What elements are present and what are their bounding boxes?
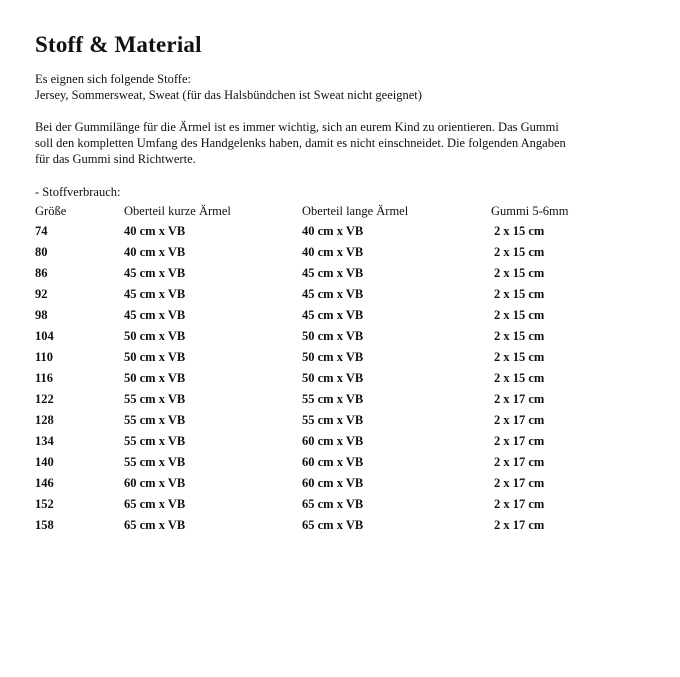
cell-size: 158	[35, 518, 54, 532]
cell-elastic: 2 x 15 cm	[494, 287, 545, 301]
table-header-row	[35, 202, 611, 221]
cell-size: 146	[35, 476, 54, 490]
cell-long-sleeve: 50 cm x VB	[302, 329, 364, 343]
fabric-usage-table	[35, 202, 611, 536]
table-row	[35, 410, 611, 431]
elastic-note-line: Bei der Gummilänge für die Ärmel ist es immer wichtig, sich an eurem Kind zu orientieren. Das Gummi	[35, 120, 559, 134]
cell-short-sleeve: 50 cm x VB	[124, 371, 186, 385]
cell-elastic: 2 x 17 cm	[494, 392, 545, 406]
cell-elastic: 2 x 15 cm	[494, 245, 545, 259]
page-title: Stoff & Material	[35, 32, 202, 57]
fabric-usage-label: - Stoffverbrauch:	[35, 185, 121, 199]
table-body	[35, 221, 611, 536]
fabric-intro	[35, 71, 655, 103]
fabric-intro-line: Es eignen sich folgende Stoffe:	[35, 72, 191, 86]
cell-elastic: 2 x 17 cm	[494, 434, 545, 448]
cell-long-sleeve: 45 cm x VB	[302, 287, 364, 301]
cell-short-sleeve: 45 cm x VB	[124, 266, 186, 280]
table-row	[35, 242, 611, 263]
cell-long-sleeve: 40 cm x VB	[302, 245, 364, 259]
cell-short-sleeve: 65 cm x VB	[124, 518, 186, 532]
cell-size: 152	[35, 497, 54, 511]
cell-long-sleeve: 50 cm x VB	[302, 371, 364, 385]
elastic-note-line: soll den kompletten Umfang des Handgelenks haben, damit es nicht einschneidet. Die folgenden Angaben	[35, 136, 566, 150]
cell-long-sleeve: 65 cm x VB	[302, 497, 364, 511]
cell-short-sleeve: 55 cm x VB	[124, 392, 186, 406]
cell-short-sleeve: 55 cm x VB	[124, 434, 186, 448]
cell-size: 140	[35, 455, 54, 469]
cell-long-sleeve: 60 cm x VB	[302, 476, 364, 490]
cell-short-sleeve: 40 cm x VB	[124, 245, 186, 259]
table-row	[35, 326, 611, 347]
cell-size: 134	[35, 434, 54, 448]
document-page	[35, 30, 655, 536]
cell-size: 74	[35, 224, 48, 238]
cell-size: 128	[35, 413, 54, 427]
cell-size: 80	[35, 245, 48, 259]
cell-short-sleeve: 55 cm x VB	[124, 455, 186, 469]
cell-short-sleeve: 45 cm x VB	[124, 308, 186, 322]
table-row	[35, 305, 611, 326]
elastic-note	[35, 119, 655, 167]
cell-size: 86	[35, 266, 48, 280]
table-row	[35, 473, 611, 494]
cell-short-sleeve: 45 cm x VB	[124, 287, 186, 301]
cell-elastic: 2 x 15 cm	[494, 350, 545, 364]
cell-size: 92	[35, 287, 48, 301]
cell-elastic: 2 x 15 cm	[494, 224, 545, 238]
cell-size: 116	[35, 371, 54, 385]
cell-long-sleeve: 50 cm x VB	[302, 350, 364, 364]
cell-elastic: 2 x 17 cm	[494, 455, 545, 469]
cell-short-sleeve: 40 cm x VB	[124, 224, 186, 238]
cell-long-sleeve: 60 cm x VB	[302, 455, 364, 469]
table-row	[35, 347, 611, 368]
cell-elastic: 2 x 17 cm	[494, 476, 545, 490]
cell-size: 122	[35, 392, 54, 406]
fabric-list-line: Jersey, Sommersweat, Sweat (für das Halsbündchen ist Sweat nicht geeignet)	[35, 88, 422, 102]
table-row	[35, 221, 611, 242]
cell-long-sleeve: 45 cm x VB	[302, 266, 364, 280]
cell-long-sleeve: 65 cm x VB	[302, 518, 364, 532]
cell-elastic: 2 x 17 cm	[494, 413, 545, 427]
cell-elastic: 2 x 15 cm	[494, 371, 545, 385]
cell-size: 110	[35, 350, 54, 364]
cell-elastic: 2 x 17 cm	[494, 518, 545, 532]
table-row	[35, 368, 611, 389]
cell-short-sleeve: 50 cm x VB	[124, 329, 186, 343]
cell-elastic: 2 x 15 cm	[494, 308, 545, 322]
cell-long-sleeve: 55 cm x VB	[302, 392, 364, 406]
cell-long-sleeve: 45 cm x VB	[302, 308, 364, 322]
cell-long-sleeve: 40 cm x VB	[302, 224, 364, 238]
header-short-sleeve: Oberteil kurze Ärmel	[124, 204, 231, 218]
cell-short-sleeve: 60 cm x VB	[124, 476, 186, 490]
table-row	[35, 515, 611, 536]
cell-elastic: 2 x 15 cm	[494, 329, 545, 343]
cell-elastic: 2 x 15 cm	[494, 266, 545, 280]
table-row	[35, 494, 611, 515]
cell-size: 104	[35, 329, 54, 343]
cell-long-sleeve: 55 cm x VB	[302, 413, 364, 427]
cell-size: 98	[35, 308, 48, 322]
header-size: Größe	[35, 204, 67, 218]
cell-short-sleeve: 55 cm x VB	[124, 413, 186, 427]
table-row	[35, 389, 611, 410]
cell-short-sleeve: 65 cm x VB	[124, 497, 186, 511]
cell-short-sleeve: 50 cm x VB	[124, 350, 186, 364]
header-long-sleeve: Oberteil lange Ärmel	[302, 204, 409, 218]
table-row	[35, 452, 611, 473]
cell-elastic: 2 x 17 cm	[494, 497, 545, 511]
cell-long-sleeve: 60 cm x VB	[302, 434, 364, 448]
table-row	[35, 263, 611, 284]
header-elastic: Gummi 5-6mm	[491, 204, 569, 218]
elastic-note-line: für das Gummi sind Richtwerte.	[35, 152, 196, 166]
table-row	[35, 431, 611, 452]
table-row	[35, 284, 611, 305]
